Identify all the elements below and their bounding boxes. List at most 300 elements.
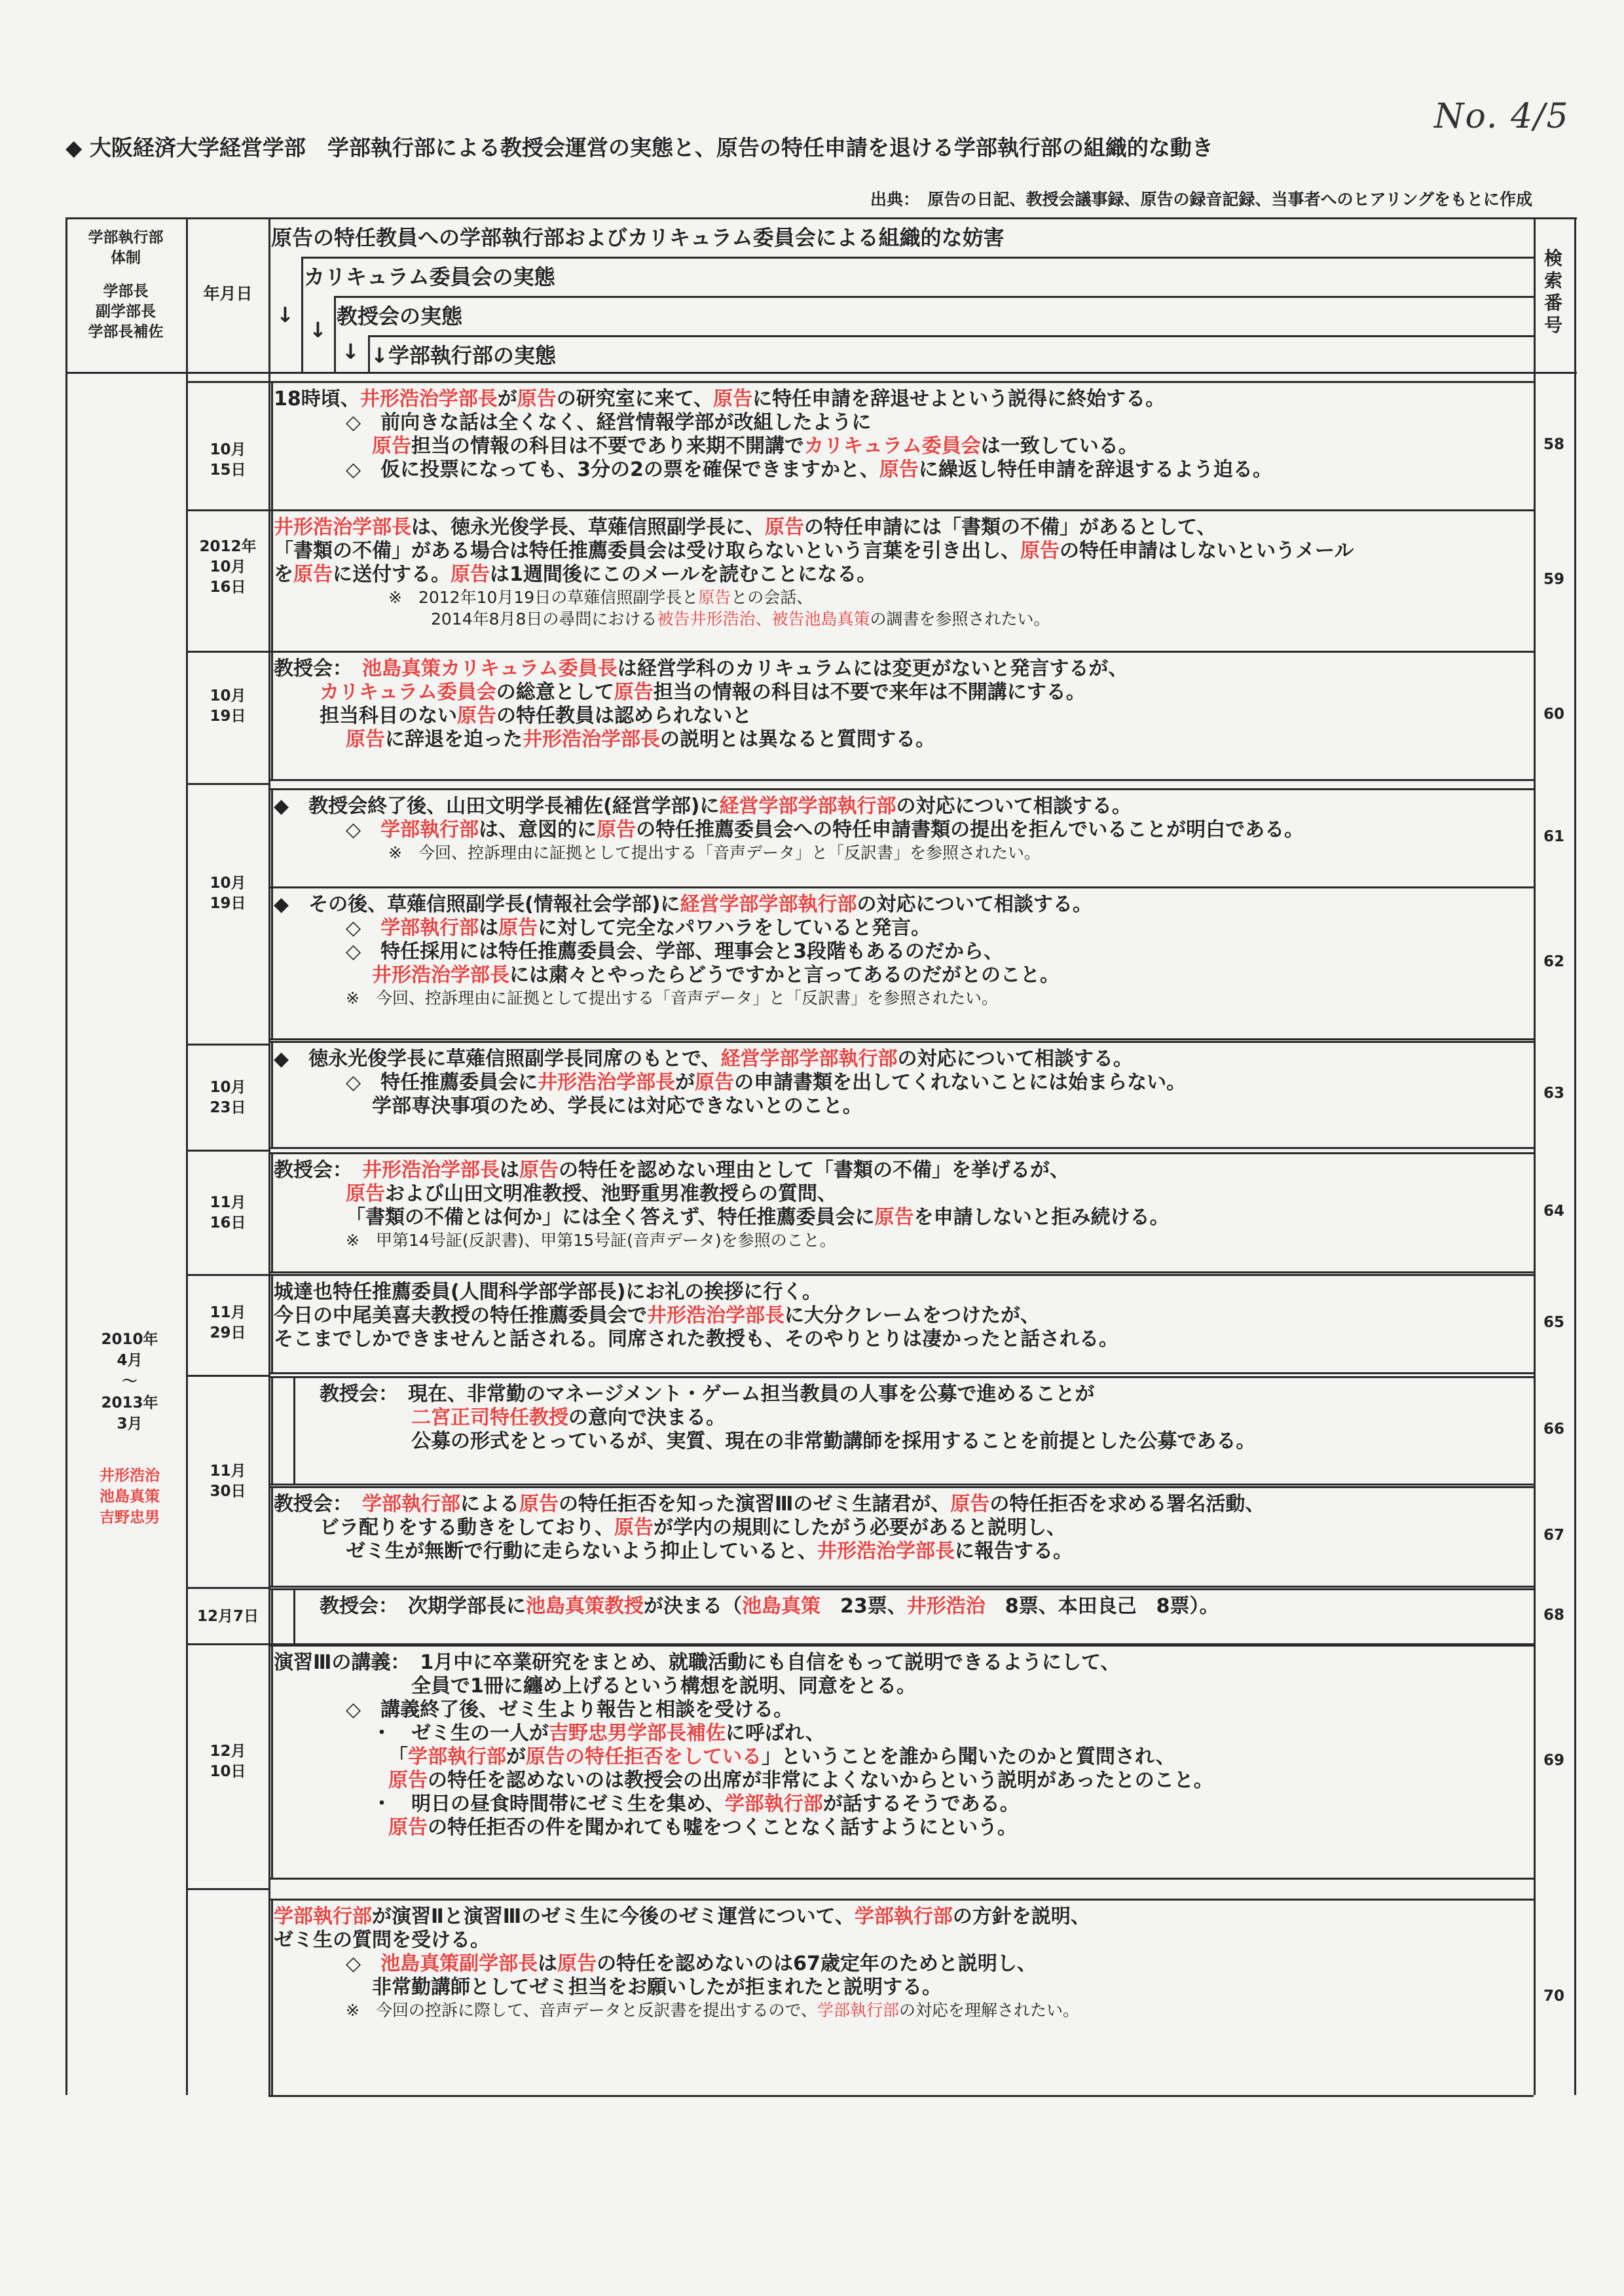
header-arrow-3: ↓ (342, 339, 360, 364)
entry-line (274, 1406, 1530, 1430)
entry-line (274, 1048, 1530, 1071)
entry-62 (274, 893, 1530, 1009)
entry-line (274, 1383, 1530, 1406)
entry-66 (274, 1383, 1530, 1453)
text-segment: に対して完全なパワハラをしていると発言。 (538, 917, 931, 939)
entry-line (274, 1999, 1530, 2021)
entry-line (274, 411, 1530, 435)
text-segment: が話するそうである。 (822, 1793, 1020, 1815)
text-segment: ◇ 特任採用には特任推薦委員会、学部、理事会と3段階もあるのだから、 (346, 940, 1003, 963)
entry-70 (274, 1905, 1530, 2021)
search-number: 65 (1543, 1314, 1564, 1331)
grid-line (271, 1376, 273, 1484)
text-segment: は、意図的に (479, 818, 597, 841)
highlighted-text: カリキュラム委員会 (804, 435, 981, 458)
grid-line (268, 1588, 1534, 1590)
text-segment: ◇ (346, 917, 381, 939)
header-level4: ↓学部執行部の実態 (371, 343, 556, 368)
grid-line (268, 886, 1534, 888)
highlighted-text: 原告 (765, 516, 804, 539)
text-segment: の説明とは異なると質問する。 (660, 728, 935, 751)
grid-line (186, 783, 268, 785)
entry-line (274, 587, 1530, 608)
text-segment: 担当科目のない (320, 704, 457, 727)
entry-date: 11月 16日 (210, 1194, 246, 1232)
entry-line (274, 516, 1530, 539)
highlighted-text: 原告 (557, 1952, 597, 1975)
highlighted-text: 井形浩治学部長 (647, 1304, 784, 1327)
grid-line (268, 1376, 1534, 1378)
highlighted-text: 原告 (451, 563, 490, 586)
grid-line (1534, 217, 1536, 2095)
highlighted-text: 井形浩治学部長 (523, 728, 660, 751)
text-segment: の対応について相談する。 (857, 893, 1092, 916)
entry-line (274, 435, 1530, 458)
highlighted-text: 吉野忠男学部長補佐 (549, 1722, 726, 1745)
entry-line (274, 728, 1530, 752)
text-segment: に報告する。 (955, 1540, 1073, 1563)
entry-line (274, 1905, 1530, 1929)
entry-line (274, 657, 1530, 681)
entry-line (274, 608, 1530, 630)
text-segment: ◇ 前向きな話は全くなく、経営情報学部が改組したように (346, 411, 872, 434)
highlighted-text: 原告 (346, 728, 385, 751)
entry-61 (274, 795, 1530, 864)
grid-line (271, 381, 273, 509)
highlighted-text: 学部執行部 (408, 1745, 506, 1768)
highlighted-text: 学部執行部 (274, 1905, 372, 1928)
grid-line (1574, 217, 1576, 2095)
text-segment: ゼミ生の質問を受ける。 (274, 1929, 490, 1952)
text-segment: の対応について相談する。 (897, 1048, 1133, 1070)
grid-line (301, 257, 303, 372)
entry-line (274, 964, 1530, 987)
highlighted-text: 井形浩治学部長 (274, 516, 411, 539)
text-segment: および山田文明准教授、池野重男准教授らの質問、 (385, 1182, 837, 1205)
grid-line (186, 1375, 268, 1377)
text-segment: の特任拒否を求める署名活動、 (989, 1493, 1265, 1516)
text-segment: は (500, 1159, 519, 1182)
grid-line (268, 1041, 1534, 1043)
entry-line (274, 987, 1530, 1009)
entry-date: 12月 10日 (210, 1743, 246, 1781)
entry-line (274, 1651, 1530, 1675)
search-number: 58 (1543, 436, 1564, 453)
highlighted-text: 原告 (879, 458, 919, 481)
text-segment: の対応について相談する。 (896, 795, 1132, 818)
entry-line (274, 1281, 1530, 1304)
entry-67 (274, 1493, 1530, 1563)
entry-line (274, 1698, 1530, 1722)
entry-line (274, 1304, 1530, 1328)
highlighted-text: 被告井形浩治、被告池島真策 (657, 610, 870, 629)
grid-line (271, 1588, 273, 1643)
highlighted-text: 原告 (597, 818, 637, 841)
text-segment: 公募の形式をとっているが、実質、現在の非常勤講師を採用することを前提とした公募である。 (411, 1430, 1256, 1453)
text-segment: の研究室に来て、 (556, 388, 714, 410)
text-segment: は経営学科のカリキュラムには変更がないと発言するが、 (617, 657, 1128, 680)
text-segment: ◆ 教授会終了後、山田文明学長補佐(経営学部)に (274, 795, 720, 818)
text-segment: を (274, 563, 293, 586)
highlighted-text: 原告 (388, 1769, 428, 1792)
entry-60 (274, 657, 1530, 752)
text-segment: の特任拒否を知った演習Ⅲのゼミ生諸君が、 (559, 1493, 951, 1516)
grid-line (186, 1044, 268, 1046)
entry-line (274, 1595, 1530, 1618)
text-segment: を申請しないと拒み続ける。 (913, 1206, 1170, 1229)
highlighted-text: 原告 (457, 704, 496, 727)
text-segment: ◆ その後、草薙信照副学長(情報社会学部)に (274, 893, 680, 916)
entry-line (274, 563, 1530, 587)
entry-64 (274, 1159, 1530, 1251)
grid-line (65, 217, 1577, 219)
entry-date: 10月 19日 (210, 687, 246, 725)
grid-line (268, 217, 270, 2095)
highlighted-text: 学部執行部 (854, 1905, 953, 1928)
highlighted-text: 経営学部学部執行部 (720, 1048, 898, 1070)
search-number: 60 (1543, 706, 1564, 723)
highlighted-text: 原告 (874, 1206, 914, 1229)
search-number: 61 (1543, 828, 1564, 845)
grid-line (268, 1274, 1534, 1276)
text-segment: の対応を理解されたい。 (898, 2001, 1079, 2020)
header-arrow-2: ↓ (309, 318, 327, 342)
page-title: ◆ 大阪経済大学経営学部 学部執行部による教授会運営の実態と、原告の特任申請を退ける学部執行部の組織的な動き (65, 135, 1213, 160)
grid-line (186, 1888, 268, 1890)
text-segment: は、徳永光俊学長、草薙信照副学長に、 (411, 516, 765, 539)
text-segment: が (497, 388, 517, 410)
highlighted-text: 池島真策教授 (526, 1595, 644, 1618)
grid-line (65, 217, 67, 2095)
grid-line (271, 1486, 273, 1586)
grid-line (271, 1899, 273, 2095)
entry-date: 12月7日 (196, 1608, 259, 1625)
text-segment: ※ 今回、控訴理由に証拠として提出する「音声データ」と「反訳書」を参照されたい。 (388, 843, 1041, 862)
entry-line (274, 940, 1530, 964)
text-segment: の方針を説明、 (952, 1905, 1090, 1928)
highlighted-text: カリキュラム委員会 (320, 681, 496, 704)
text-segment: 2014年8月8日の尋問における (431, 610, 657, 629)
grid-line (268, 381, 1534, 383)
entry-69 (274, 1651, 1530, 1840)
grid-line (268, 788, 1534, 790)
grid-line (268, 509, 1534, 511)
entry-line (274, 1182, 1530, 1206)
grid-line (271, 1152, 273, 1271)
highlighted-text: 原告 (346, 1182, 385, 1205)
entry-58 (274, 388, 1530, 482)
search-number: 68 (1543, 1607, 1564, 1624)
search-number: 69 (1543, 1752, 1564, 1769)
grid-line (271, 651, 273, 779)
text-segment: 全員で1冊に纏め上げるという構想を説明、同意をとる。 (411, 1675, 916, 1698)
grid-line (268, 1372, 1534, 1374)
text-segment: 教授会： (274, 1493, 362, 1516)
text-segment: ビラ配りをする動きをしており、 (320, 1516, 614, 1539)
highlighted-text: 原告 (498, 917, 538, 939)
text-segment: そこまでしかできませんと話される。同席された教授も、そのやりとりは凄かったと話される。 (274, 1328, 1118, 1351)
text-segment: 「 (388, 1745, 408, 1768)
grid-line (368, 335, 1534, 337)
entry-line (274, 1675, 1530, 1698)
text-segment: が学内の規則にしたがう必要があると説明し、 (654, 1516, 1066, 1539)
highlighted-text: 原告 (517, 388, 557, 410)
highlighted-text: 学部執行部 (380, 818, 479, 841)
text-segment: 非常勤講師としてゼミ担当をお願いしたが拒まれたと説明する。 (372, 1976, 942, 1999)
text-segment: による (460, 1493, 519, 1516)
text-segment: に特任申請を辞退せよという説得に終始する。 (752, 388, 1166, 410)
entry-date: 11月 29日 (210, 1304, 246, 1342)
text-segment: が (506, 1745, 526, 1768)
grid-line (186, 509, 268, 511)
entry-date: 10月 15日 (210, 441, 246, 479)
grid-line (268, 1484, 1534, 1485)
highlighted-text: 原告 (519, 1159, 559, 1182)
highlighted-text: 原告 (388, 1816, 428, 1839)
header-executive-column: 学部執行部 体制 学部長 副学部長 学部長補佐 (88, 229, 164, 341)
header-arrow-1: ↓ (276, 302, 294, 327)
text-segment: 演習Ⅲの講義： 1月中に卒業研究をまとめ、就職活動にも自信をもって説明できるようにして、 (274, 1651, 1120, 1674)
highlighted-text: 経営学部学部執行部 (719, 795, 896, 818)
text-segment: ◇ 特任推薦委員会に (346, 1071, 538, 1094)
header-level2: カリキュラム委員会の実態 (304, 264, 555, 289)
grid-line (186, 381, 268, 383)
grid-line (334, 296, 336, 372)
text-segment: の特任を認めない理由として「書類の不備」を挙げるが、 (559, 1159, 1069, 1182)
text-segment: は (538, 1952, 558, 1975)
entry-line (274, 1929, 1530, 1952)
highlighted-text: 原告 (713, 388, 753, 410)
grid-line (268, 1271, 1534, 1273)
text-segment: の特任教員は認められないと (496, 704, 752, 727)
header-level3: 教授会の実態 (337, 304, 463, 329)
highlighted-text: 原告 (1020, 539, 1060, 562)
grid-line (268, 1147, 1534, 1149)
entry-date: 2012年 10月 16日 (199, 538, 257, 596)
highlighted-text: 井形浩治学部長 (362, 1159, 500, 1182)
text-segment: が (675, 1071, 695, 1094)
text-segment: に繰返し特任申請を辞退するよう迫る。 (918, 458, 1272, 481)
entry-line (274, 1206, 1530, 1230)
text-segment: ◇ (346, 1952, 381, 1975)
highlighted-text: 池島真策 (742, 1595, 821, 1618)
entry-line (274, 1769, 1530, 1793)
text-segment: には粛々とやったらどうですかと言ってあるのだがとのこと。 (509, 964, 1060, 987)
highlighted-text: 井形浩治 (906, 1595, 986, 1618)
text-segment: ・ 明日の昼食時間帯にゼミ生を集め、 (372, 1793, 725, 1815)
text-segment: ◇ 講義終了後、ゼミ生より報告と相談を受ける。 (346, 1698, 794, 1721)
grid-line (271, 1274, 273, 1372)
text-segment: 18時頃、 (274, 388, 360, 410)
text-segment: の特任を認めないのは教授会の出席が非常によくないからという説明があったとのこと。 (428, 1769, 1213, 1792)
text-segment: 城達也特任推薦委員(人間科学部学部長)にお礼の挨拶に行く。 (274, 1281, 822, 1303)
text-segment: に辞退を迫った (385, 728, 523, 751)
text-segment: に呼ばれ、 (726, 1722, 825, 1745)
text-segment: ※ 今回の控訴に際して、音声データと反訳書を提出するので、 (346, 2001, 817, 2020)
highlighted-text: 原告 (950, 1493, 990, 1516)
grid-line (268, 1152, 1534, 1154)
text-segment: 今日の中尾美喜夫教授の特任推薦委員会で (274, 1304, 647, 1327)
text-segment: 学部専決事項のため、学長には対応できないとのこと。 (372, 1095, 862, 1118)
entry-line (274, 1328, 1530, 1351)
grid-line (268, 1586, 1534, 1588)
entry-line (274, 1976, 1530, 1999)
text-segment: 担当の情報の科目は不要であり来期不開講で (411, 435, 804, 458)
text-segment: ◇ (346, 818, 381, 841)
grid-line (186, 1643, 268, 1645)
text-segment: ゼミ生が無断で行動に走らないよう抑止していると、 (346, 1540, 817, 1563)
highlighted-text: 原告 (614, 681, 654, 704)
grid-line (271, 788, 273, 886)
highlighted-text: 原告 (293, 563, 333, 586)
grid-line (268, 779, 1534, 781)
entry-line (274, 842, 1530, 864)
entry-65 (274, 1281, 1530, 1351)
highlighted-text: 経営学部学部執行部 (680, 893, 857, 916)
text-segment: 「書類の不備とは何か」には全く答えず、特任推薦委員会に (346, 1206, 875, 1229)
text-segment: との会話、 (731, 588, 813, 607)
entry-line (274, 1722, 1530, 1745)
text-segment: ◇ 仮に投票になっても、3分の2の票を確保できますかと、 (346, 458, 879, 481)
entry-line (274, 681, 1530, 704)
search-number: 63 (1543, 1085, 1564, 1102)
source-note: 出典： 原告の日記、教授会議事録、原告の録音記録、当事者へのヒアリングをもとに作成 (870, 190, 1532, 209)
entry-line (274, 1516, 1530, 1540)
entry-line (274, 1230, 1530, 1251)
entry-line (274, 1952, 1530, 1976)
text-segment: は一致している。 (980, 435, 1138, 458)
page-number: No. 4/5 (1434, 97, 1570, 136)
grid-line (271, 886, 273, 1038)
header-level1: 原告の特任教員への学部執行部およびカリキュラム委員会による組織的な妨害 (271, 225, 1005, 250)
text-segment: ※ 甲第14号証(反訳書)、甲第15号証(音声データ)を参照のこと。 (346, 1231, 836, 1250)
entry-line (274, 818, 1530, 842)
search-number: 67 (1543, 1527, 1564, 1544)
search-number: 59 (1543, 571, 1564, 588)
text-segment: ・ ゼミ生の一人が (372, 1722, 549, 1745)
sidebar-members: 井形浩治 池島真策 吉野忠男 (100, 1467, 160, 1527)
entry-63 (274, 1048, 1530, 1118)
grid-line (268, 1878, 1534, 1880)
grid-line (65, 372, 1577, 374)
text-segment: の特任申請はしないというメール (1060, 539, 1354, 562)
grid-line (334, 296, 1534, 298)
search-number: 62 (1543, 953, 1564, 970)
text-segment: 23票、 (821, 1595, 907, 1618)
entry-date: 10月 23日 (210, 1079, 246, 1117)
text-segment: の特任拒否の件を聞かれても嘘をつくことなく話すようにという。 (428, 1816, 1017, 1839)
header-search-number: 検索番号 (1543, 247, 1562, 336)
entry-line (274, 539, 1530, 563)
text-segment: ※ 今回、控訴理由に証拠として提出する「音声データ」と「反訳書」を参照されたい。 (346, 989, 998, 1008)
grid-line (271, 1645, 273, 1878)
entry-line (274, 1159, 1530, 1182)
entry-line (274, 1430, 1530, 1453)
highlighted-text: 池島真策カリキュラム委員長 (362, 657, 618, 680)
grid-line (186, 1587, 268, 1589)
entry-line (274, 704, 1530, 728)
grid-line (268, 651, 1534, 653)
entry-line (274, 1071, 1530, 1095)
text-segment: が決まる（ (644, 1595, 742, 1618)
highlighted-text: 二宮正司特任教授 (411, 1406, 568, 1429)
text-segment: は1週間後にこのメールを読むことになる。 (490, 563, 877, 586)
entry-date: 11月 30日 (210, 1463, 246, 1501)
entry-line (274, 1793, 1530, 1816)
text-segment: の申請書類を出してくれないことには始まらない。 (734, 1071, 1187, 1094)
text-segment: 教授会： 現在、非常勤のマネージメント・ゲーム担当教員の人事を公募で進めることが (320, 1383, 1095, 1406)
grid-line (368, 335, 370, 372)
text-segment: 8票、本田良己 8票）。 (985, 1595, 1219, 1618)
entry-line (274, 1493, 1530, 1516)
highlighted-text: 原告の特任拒否をしている (526, 1745, 762, 1768)
text-segment: の特任申請には「書類の不備」があるとして、 (804, 516, 1217, 539)
text-segment: の総意として (496, 681, 614, 704)
text-segment: 」ということを誰から聞いたのかと質問され、 (762, 1745, 1175, 1768)
entry-line (274, 917, 1530, 940)
text-segment: の意向で決まる。 (568, 1406, 726, 1429)
highlighted-text: 学部執行部 (817, 2001, 899, 2020)
text-segment: の特任を認めないのは67歳定年のためと説明し、 (597, 1952, 1037, 1975)
search-number: 70 (1543, 1988, 1564, 2005)
grid-line (301, 257, 1534, 259)
highlighted-text: 原告 (695, 1071, 735, 1094)
entry-line (274, 893, 1530, 917)
entry-line (274, 1816, 1530, 1840)
highlighted-text: 学部執行部 (362, 1493, 460, 1516)
grid-line (271, 509, 273, 651)
text-segment: の特任推薦委員会への特任申請書類の提出を拒んでいることが明白である。 (636, 818, 1304, 841)
grid-line (268, 1899, 1534, 1901)
highlighted-text: 原告 (614, 1516, 654, 1539)
text-segment: に送付する。 (333, 563, 451, 586)
text-segment: 教授会： 次期学部長に (320, 1595, 526, 1618)
search-number: 64 (1543, 1203, 1564, 1220)
grid-line (268, 1486, 1534, 1488)
highlighted-text: 井形浩治学部長 (360, 388, 498, 410)
highlighted-text: 井形浩治学部長 (538, 1071, 676, 1094)
highlighted-text: 学部執行部 (380, 917, 479, 939)
entry-line (274, 1095, 1530, 1118)
highlighted-text: 原告 (698, 588, 731, 607)
grid-line (186, 651, 268, 653)
highlighted-text: 井形浩治学部長 (372, 964, 509, 987)
entry-line (274, 795, 1530, 818)
text-segment: ◆ 徳永光俊学長に草薙信照副学長同席のもとで、 (274, 1048, 721, 1070)
grid-line (271, 1041, 273, 1147)
grid-line (268, 1645, 1534, 1647)
entry-68 (274, 1595, 1530, 1618)
search-number: 66 (1543, 1421, 1564, 1438)
text-segment: 教授会： (274, 1159, 362, 1182)
highlighted-text: 池島真策副学部長 (380, 1952, 538, 1975)
text-segment: 教授会： (274, 657, 362, 680)
text-segment: が演習Ⅱと演習Ⅲのゼミ生に今後のゼミ運営について、 (372, 1905, 855, 1928)
text-segment: に大分クレームをつけたが、 (784, 1304, 1040, 1327)
sidebar-period: 2010年 4月 ～ 2013年 3月 (101, 1331, 158, 1432)
entry-59 (274, 516, 1530, 630)
highlighted-text: 井形浩治学部長 (817, 1540, 955, 1563)
grid-line (268, 2095, 1534, 2097)
text-segment: の調書を参照されたい。 (870, 610, 1050, 629)
grid-line (186, 1150, 268, 1152)
grid-line (268, 1038, 1534, 1040)
text-segment: は (479, 917, 499, 939)
text-segment: 「書類の不備」がある場合は特任推薦委員会は受け取らないという言葉を引き出し、 (274, 539, 1020, 562)
entry-date: 10月 19日 (210, 875, 246, 913)
header-date-column: 年月日 (203, 284, 253, 303)
highlighted-text: 学部執行部 (724, 1793, 823, 1815)
